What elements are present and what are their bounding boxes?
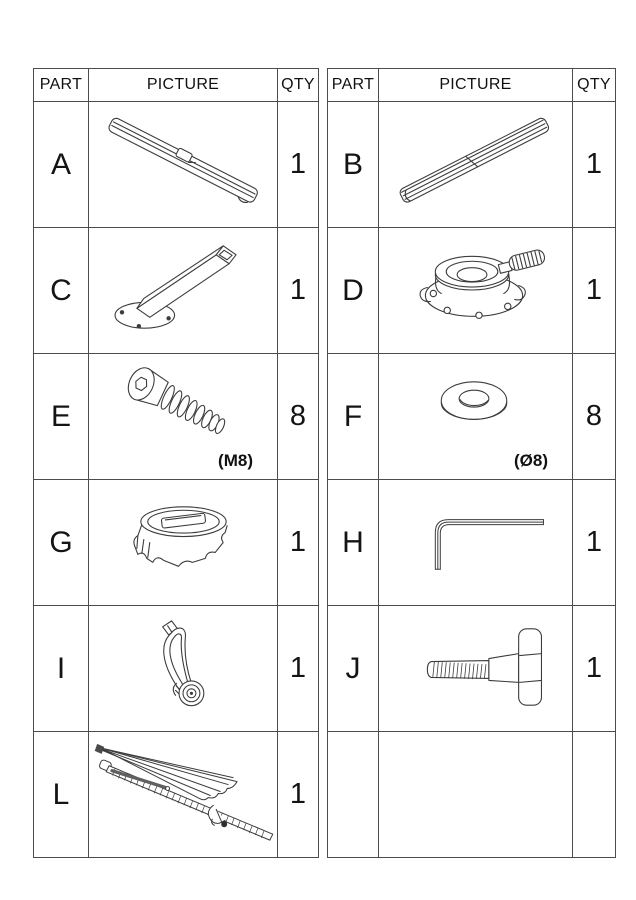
scalloped-knob-cover-icon <box>89 480 277 605</box>
part-e-size-caption: (M8) <box>218 451 253 470</box>
part-c-qty: 1 <box>278 228 319 354</box>
header-row <box>34 69 319 102</box>
square-tube-post-icon <box>89 228 277 353</box>
part-label-j: J <box>328 606 379 732</box>
empty-qty-cell <box>573 732 616 858</box>
allen-key-icon <box>379 480 572 605</box>
part-a-picture-cell <box>89 102 278 228</box>
part-i-picture-cell <box>89 606 278 732</box>
part-f-size-caption: (Ø8) <box>514 451 548 470</box>
part-g-picture-cell <box>89 480 278 606</box>
empty-picture-cell <box>379 732 573 858</box>
part-column-header: PART <box>34 69 89 102</box>
part-label-e: E <box>34 354 89 480</box>
swivel-base-icon <box>379 228 572 353</box>
part-f-qty: 8 <box>573 354 616 480</box>
part-label-d: D <box>328 228 379 354</box>
crossbar-rail-ascending-icon <box>379 102 572 227</box>
picture-column-header: PICTURE <box>379 69 573 102</box>
parts-table-right <box>327 68 616 858</box>
table-row-part-a <box>34 102 319 228</box>
part-j-picture-cell <box>379 606 573 732</box>
table-row-part-f <box>328 354 616 480</box>
part-label-h: H <box>328 480 379 606</box>
part-l-qty: 1 <box>278 732 319 858</box>
part-label-g: G <box>34 480 89 606</box>
qty-column-header: QTY <box>573 69 616 102</box>
part-h-picture-cell <box>379 480 573 606</box>
table-row-part-i <box>34 606 319 732</box>
part-e-qty: 8 <box>278 354 319 480</box>
part-label-f: F <box>328 354 379 480</box>
part-g-qty: 1 <box>278 480 319 606</box>
part-a-qty: 1 <box>278 102 319 228</box>
part-h-qty: 1 <box>573 480 616 606</box>
part-label-l: L <box>34 732 89 858</box>
part-e-picture-cell <box>89 354 278 480</box>
table-row-part-l <box>34 732 319 858</box>
parts-table-left <box>33 68 319 858</box>
part-i-qty: 1 <box>278 606 319 732</box>
crossbar-rail-descending-icon <box>89 102 277 227</box>
crank-handle-icon <box>89 606 277 731</box>
part-label-b: B <box>328 102 379 228</box>
qty-column-header: QTY <box>278 69 319 102</box>
part-d-qty: 1 <box>573 228 616 354</box>
part-label-i: I <box>34 606 89 732</box>
empty-part-cell <box>328 732 379 858</box>
table-row-empty <box>328 732 616 858</box>
header-row <box>328 69 616 102</box>
part-label-c: C <box>34 228 89 354</box>
table-row-part-g <box>34 480 319 606</box>
table-row-part-b <box>328 102 616 228</box>
table-row-part-c <box>34 228 319 354</box>
folded-umbrella-icon <box>89 732 277 857</box>
t-handle-knob-bolt-icon <box>379 606 572 731</box>
table-row-part-j <box>328 606 616 732</box>
part-label-a: A <box>34 102 89 228</box>
part-b-picture-cell <box>379 102 573 228</box>
table-row-part-d <box>328 228 616 354</box>
part-d-picture-cell <box>379 228 573 354</box>
part-b-qty: 1 <box>573 102 616 228</box>
table-row-part-e <box>34 354 319 480</box>
part-l-picture-cell <box>89 732 278 858</box>
part-column-header: PART <box>328 69 379 102</box>
table-row-part-h <box>328 480 616 606</box>
part-c-picture-cell <box>89 228 278 354</box>
part-f-picture-cell <box>379 354 573 480</box>
part-j-qty: 1 <box>573 606 616 732</box>
picture-column-header: PICTURE <box>89 69 278 102</box>
